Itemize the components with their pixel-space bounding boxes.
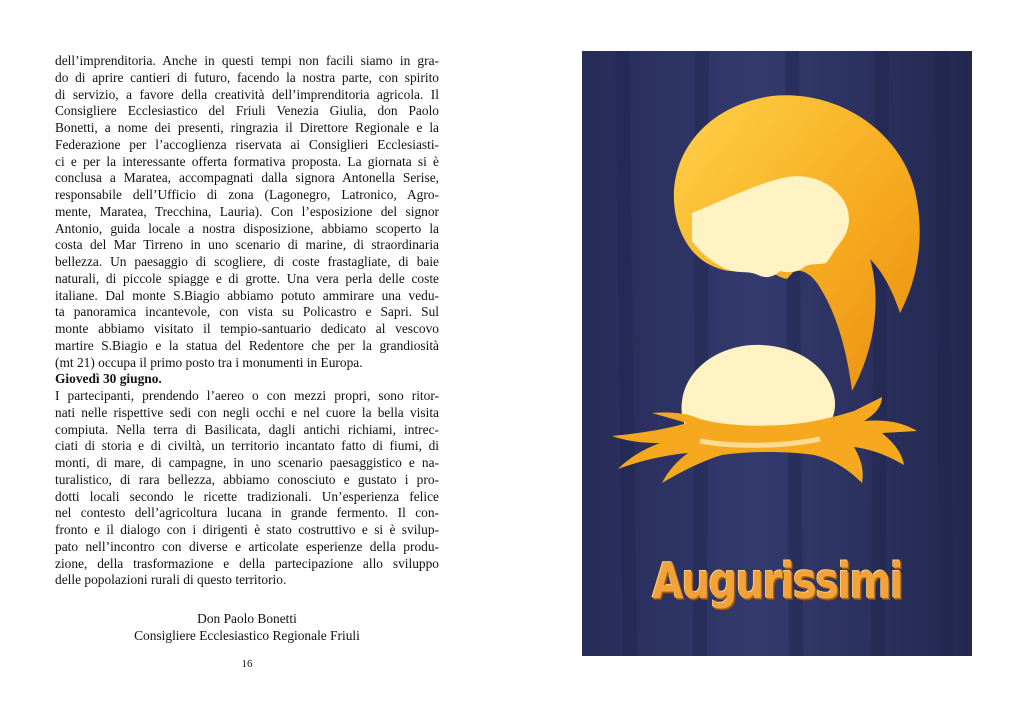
text-line: ciati di storia e di civiltà, un territorio incantato fatto di fiumi, di	[55, 438, 439, 454]
text-line: monti, di mare, di campagne, in uno scenario paesaggistico e na-	[55, 455, 439, 470]
text-line: italiane. Dal monte S.Biagio abbiamo potuto ammirare una vedu-	[55, 287, 439, 303]
text-line: responsabile dell’Ufficio di zona (Lagonegro, Latronico, Agro-	[55, 187, 439, 202]
text-line: I partecipanti, prendendo l’aereo o con mezzi propri, sono ritor-	[55, 388, 439, 403]
text-line: Bonetti, a nome dei presenti, ringrazia il Direttore Regionale e la	[55, 120, 439, 135]
text-line: dotti locali secondo le ricette tradizionali. Un’esperienza felice	[55, 488, 439, 504]
page-number: 16	[241, 658, 253, 670]
text-line: bellezza. Un paesaggio di scogliere, di coste frastagliate, di baie	[55, 254, 439, 269]
text-line: ci e per la interessante offerta formativa proposta. La giornata si è	[55, 153, 439, 169]
text-line: costa del Mar Tirreno in uno scenario di marine, di straordinaria	[55, 237, 439, 253]
text-line: di servizio, a favore della creatività dell’imprenditoria agricola. Il	[55, 86, 439, 102]
signature-name: Don Paolo Bonetti	[197, 611, 297, 626]
paragraph-2	[55, 388, 439, 589]
section-heading: Giovedì 30 giugno.	[55, 371, 162, 387]
text-line: nati nelle rispettive sedi con negli occhi e nel cuore la bella visita	[55, 404, 439, 420]
text-line: ta panoramica incantevole, con vista su Policastro e Sapri. Sul	[55, 304, 439, 320]
paragraph-1	[55, 53, 439, 371]
greeting-title: Augurissimi	[652, 553, 902, 610]
article-body	[55, 53, 439, 589]
text-line: turalistico, di rara bellezza, abbiamo conosciuto e gustato i pro-	[55, 471, 439, 487]
text-line: dell’imprenditoria. Anche in questi tempi non facili siamo in gra-	[55, 53, 439, 68]
text-line: Federazione per l’accoglienza riservata ai Consiglieri Ecclesiasti-	[55, 136, 439, 152]
text-line: mente, Maratea, Trecchina, Lauria). Con l’esposizione del signor	[55, 203, 439, 219]
text-line: Consigliere Ecclesiastico del Friuli Venezia Giulia, don Paolo	[55, 103, 439, 119]
text-line: naturali, di piccole spiagge e di grotte. Una vera perla delle coste	[55, 270, 439, 286]
signature-role: Consigliere Ecclesiastico Regionale Friuli	[134, 628, 360, 643]
text-line: Antonio, guida locale a nostra disposizione, abbiamo scoperto la	[55, 220, 439, 236]
text-line: conclusa a Maratea, accompagnati dalla signora Antonella Serise,	[55, 170, 439, 186]
text-line: delle popolazioni rurali di questo territorio.	[55, 572, 287, 588]
left-page	[55, 53, 439, 693]
text-line: fronto e il dialogo con i dirigenti è stato costruttivo e si è svilup-	[55, 522, 439, 537]
signature-block	[55, 610, 439, 644]
text-line: nel contesto dell’agricoltura lucana in grande fermento. Il con-	[55, 505, 439, 521]
right-page-illustration	[582, 51, 972, 656]
text-line: compiuta. Nella terra di Basilicata, dagli antichi richiami, intrec-	[55, 421, 439, 437]
text-line: zione, della trasformazione e della partecipazione allo sviluppo	[55, 555, 439, 571]
text-line: (mt 21) occupa il primo posto tra i monumenti in Europa.	[55, 354, 363, 370]
text-line: do di aprire cantieri di futuro, facendo la nostra parte, con spirito	[55, 69, 439, 85]
text-line: pato nell’incontro con diverse e articolate esperienze della produ-	[55, 538, 439, 554]
text-line: monte abbiamo visitato il tempio-santuario dedicato al vescovo	[55, 321, 439, 336]
text-line: martire S.Biagio e la statua del Redentore che per la grandiosità	[55, 337, 439, 353]
